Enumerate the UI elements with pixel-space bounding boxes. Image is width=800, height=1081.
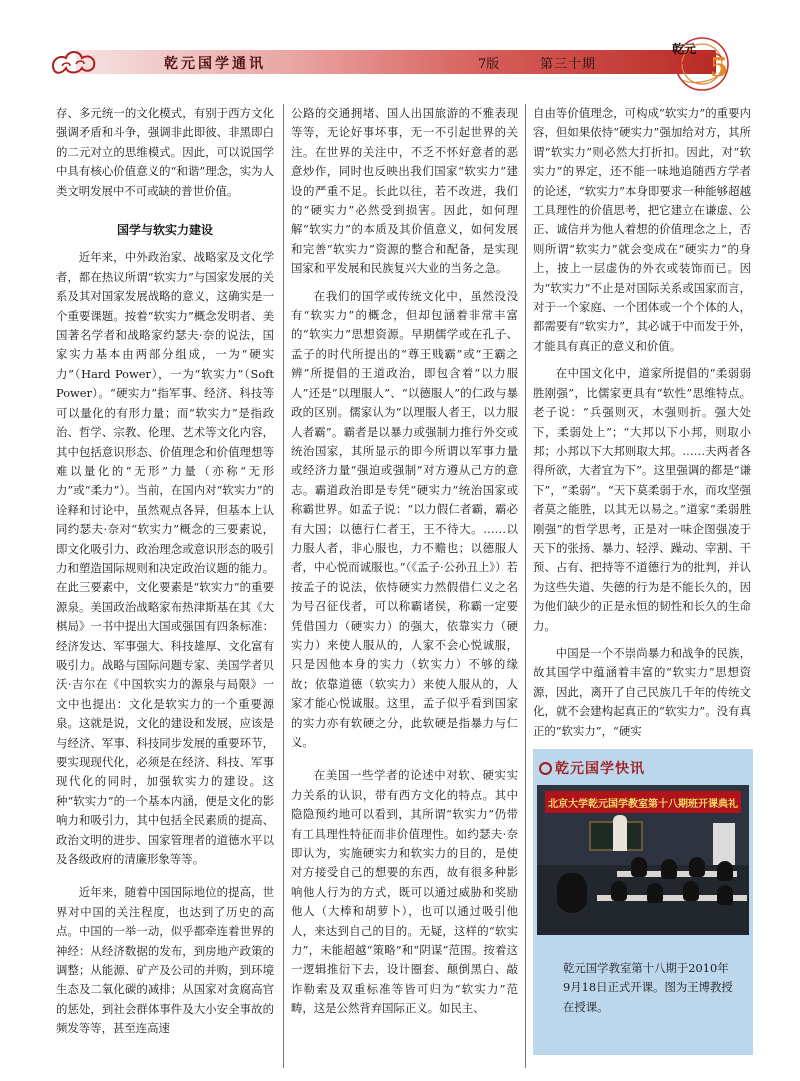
article-column-1 (56, 104, 274, 1044)
article-column-2 (291, 104, 518, 1024)
newsletter-title: 乾元国学通讯 (164, 56, 266, 72)
air-conditioner (713, 823, 735, 865)
cloud-ornament-icon (48, 44, 100, 78)
person-head (647, 883, 663, 903)
person-head (631, 857, 647, 877)
person-head (557, 873, 587, 913)
article-column-3 (533, 104, 751, 746)
banner-text: 北京大学乾元国学教室第十八期班开课典礼 (548, 799, 738, 810)
page-header (48, 42, 744, 83)
event-banner (545, 791, 741, 813)
person-head (717, 861, 733, 881)
issue-period: 第三十期 (540, 57, 597, 72)
column-divider (525, 104, 526, 1068)
person-head (683, 881, 699, 901)
page-number: 7版 (478, 57, 500, 72)
logo-numeral: 5 (710, 53, 729, 83)
paragraph: 自由等价值理念，可构成“软实力”的重要内容，但如果依恃“硬实力”强加给对方，其所谓“软实力”则必然大打折扣。因此，对“软实力”的界定，还不能一味地追随西方学者的论述，“软实力”本身即要求一种能够超越工具理性的价值思考，把它建立在谦虚、公正、诚信并为他人着想的价值理念之上，否则所谓“软实力”就会变成在“硬实力”的身上，披上一层虚伪的外衣或装饰而已。因为“软实力”不止是对国际关系或国家而言，对于一个家庭、一个团体或一个个体的人，都需要有“软实力”，其必诚于中而发于外，才能具有真正的意义和价值。 (533, 106, 751, 353)
paragraph: 中国是一个不崇尚暴力和战争的民族，故其国学中蕴涵着丰富的“软实力”思想资源，因此，离开了自己民族几千年的传统文化，就不会建构起真正的“软实力”。没有真正的“软实力”，“硬实 (533, 645, 751, 738)
bullet-circle-icon (539, 762, 552, 775)
person-head (717, 885, 733, 905)
logo-text: 乾元 (672, 42, 697, 56)
paragraph: 公路的交通拥堵、国人出国旅游的不雅表现等等，无论好事坏事，无一不引起世界的关注。在世界的关注中，不乏不怀好意者的恶意炒作，同时也反映出我们国家“软实力”建设的严重不足。长此以往，若不改进，我们的“硬实力”必然受到损害。因此，如何理解“软实力”的本质及其价值意义，如何发展和完善“软实力”资源的整合和配备，是实现国家和平发展和民族复兴大业的当务之急。 (291, 106, 518, 276)
audience (537, 865, 749, 935)
paragraph: 近年来，随着中国国际地位的提高，世界对中国的关注程度，也达到了历史的高点。中国的一举一动，似乎都牵连着世界的神经：从经济数据的发布，到房地产政策的调整；从能源、矿产及公司的并购，到环境生态及二氧化碳的减排；从国家对贪腐高官的惩处，到社会群体事件及大小安全事故的频发等等，甚至连高速 (56, 885, 274, 1036)
paragraph: 存、多元统一的文化模式，有别于西方文化强调矛盾和斗争，强调非此即彼、非黑即白的二元对立的思维模式。因此，可以说国学中具有核心价值意义的“和谐”理念，实为人类文明发展中不可或缺的普世价值。 (56, 106, 274, 198)
column-divider (283, 104, 284, 1068)
classroom-photo (537, 785, 749, 935)
news-heading-text: 乾元国学快讯 (555, 761, 645, 777)
anniversary-logo (662, 30, 736, 96)
news-heading (539, 758, 645, 778)
news-flash-box (533, 749, 753, 1055)
section-heading: 国学与软实力建设 (116, 223, 213, 238)
paragraph: 在中国文化中，道家所提倡的“柔弱弱胜刚强”，比儒家更具有“软性”思维特点。老子说：“兵强则灭，木强则折。强大处下，柔弱处上”；“大邦以下小邦，则取小邦；小邦以下大邦则取大邦。……夫两者各得所欲，大者宜为下”。这里强调的都是“谦下”，“柔弱”。“天下莫柔弱于水，而攻坚强者莫之能胜，以其无以易之。”道家“柔弱胜刚强”的哲学思考，正是对一味企图强凌于天下的张扬、暴力、轻浮、躁动、宰割、干预、占有、把持等不道德行为的批判，并认为这些失道、失德的行为是不能长久的，因为他们缺少的正是永恒的韧性和长久的生命力。 (533, 366, 751, 633)
person-head (611, 881, 627, 901)
paragraph: 在我们的国学或传统文化中，虽然没没有“软实力”的概念，但却包涵着非常丰富的“软实力”思想资源。早期儒学或在孔子、孟子的时代所提出的“尊王贱霸”或“王霸之辨”所提倡的王道政治，即包含着“以力服人”还是“以理服人”、“以德服人”的仁政与暴政的区别。儒家认为“以理服人者王，以力服人者霸”。霸者是以暴力或强制力推行外交或统治国家，其所显示的即今所谓以军事力量或经济力量“强迫或强制”对方遵从己方的意志。霸道政治即是专凭“硬实力”统治国家或称霸世界。如孟子说：“以力假仁者霸，霸必有大国；以德行仁者王，王不待大。……以力服人者，非心服也，力不赡也；以德服人者，中心悦而诚服也。”（《孟子·公孙丑上》）若按孟子的说法，依恃硬实力然假借仁义之名为号召征伐者，可以称霸诸侯，称霸一定要凭借国力（硬实力）的强大，依靠实力（硬实力）来使人服从的，人家不会心悦诚服，只是因他本身的实力（软实力）不够的缘故；依靠道德（软实力）来使人服从的，人家才能心悦诚服。这里，孟子似乎看到国家的实力亦有软硬之分，此软硬是指暴力与仁义。 (291, 288, 518, 749)
person-head (689, 857, 705, 877)
person-head (661, 859, 677, 879)
teacher-figure (613, 815, 627, 851)
photo-caption: 乾元国学教室第十八期于2010年9月18日正式开课。图为王博教授在授课。 (563, 961, 733, 1014)
paragraph: 近年来，中外政治家、战略家及文化学者，都在热议所谓“软实力”与国家发展的关系及其对国家发展战略的意义，这确实是一个重要课题。按着“软实力”概念发明者、美国著名学者和战略家约瑟夫·奈的说法，国家实力基本由两部分组成，一为“硬实力”（Hard Power），一为“软实力”（Soft Power）。“硬实力”指军事、经济、科技等可以量化的有形力量；而“软实力”是指政治、哲学、宗教、伦理、艺术等文化内容，其中包括意识形态、价值理念和价值理想等难以量化的“无形”力量（亦称“无形力”或“柔力”）。当前，在国内对“软实力”的诠释和讨论中，虽然观点各异，但基本上认同约瑟夫·奈对“软实力”概念的三要素说，即文化吸引力、政治理念或意识形态的吸引力和塑造国际规则和决定政治议题的能力。在此三要素中，文化要素是“软实力”的重要源泉。美国政治战略家布热津斯基在其《大棋局》一书中提出大国或强国有四条标准：经济发达、军事强大、科技雄厚、文化富有吸引力。战略与国际问题专家、美国学者贝沃·吉尔在《中国软实力的源泉与局限》一文中也提出：文化是软实力的一个重要源泉。这就是说，文化的建设和发展，应该是与经济、军事、科技同步发展的重要环节，要实现现代化，必须是在经济、科技、军事现代化的同时，加强软实力的建设。这种“软实力”的一个基本内涵，便是文化的影响力和吸引力，其中包括全民素质的提高、政治文明的进步、国家管理者的道德水平以及各级政府的清廉形象等等。 (56, 250, 274, 867)
paragraph: 在美国一些学者的论述中对软、硬实实力关系的认识，带有西方文化的特点。其中隐隐预约地可以看到，其所谓“软实力”仍带有工具理性特征而非价值理性。如约瑟夫·奈即认为，实施硬实力和软实力的目的，是使对方接受自己的想要的东西，故有很多种影响他人行为的方式，既可以通过威胁和奖励他人（大棒和胡萝卜），也可以通过吸引他人，来达到自己的目的。无疑，这样的“软实力”，未能超越“策略”和“阴谋”范围。按着这一逻辑推衍下去，设计圈套、颠倒黑白、敲诈勒索及双重标准等皆可归为“软实力”范畴，这是公然背弃国际正义。如民主、 (291, 768, 518, 1016)
